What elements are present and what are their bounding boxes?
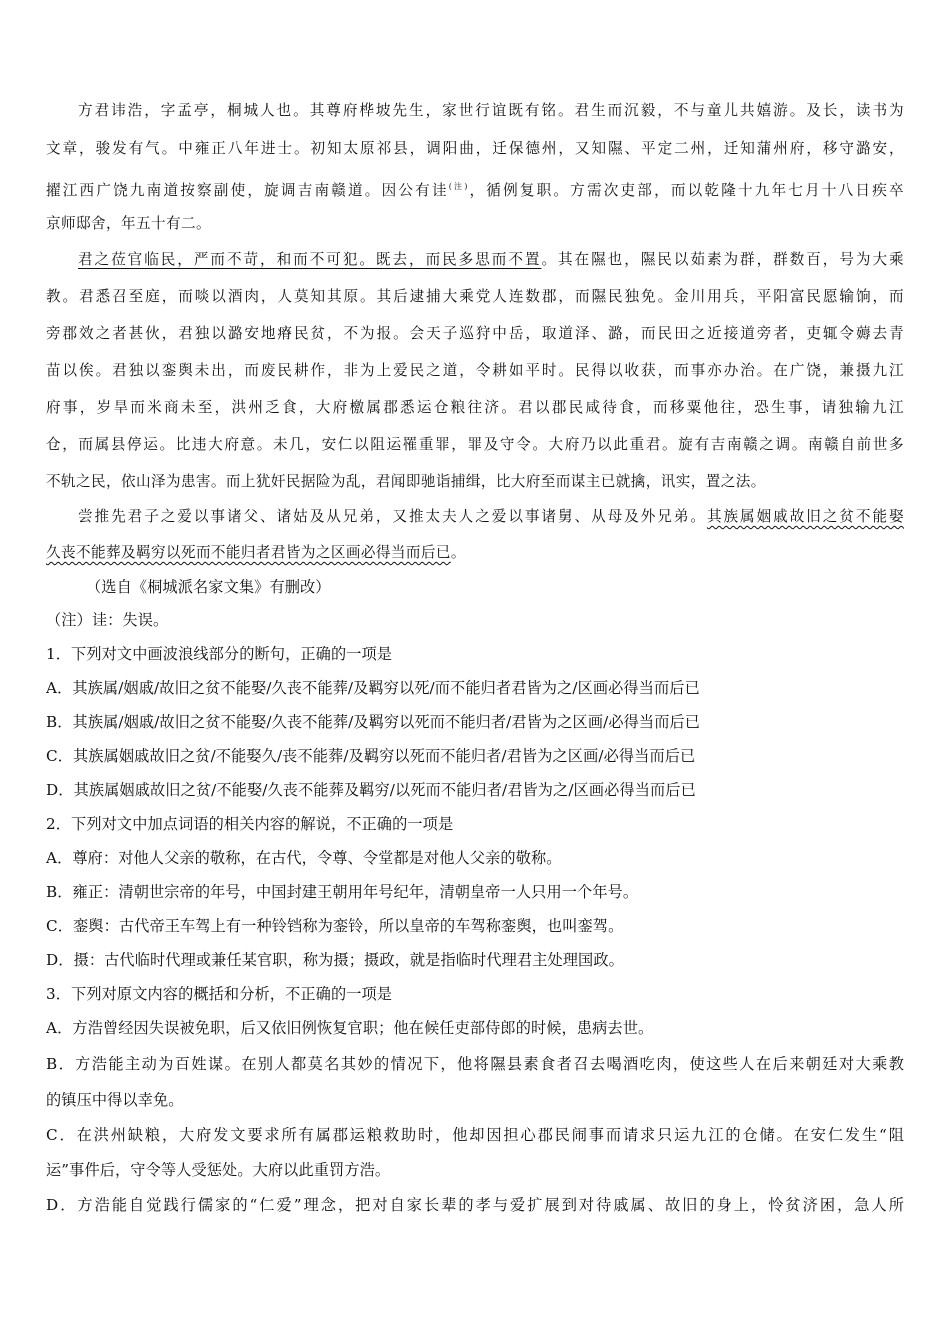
passage-text: ，循例复职。方需次吏部，而以乾隆十九年七月十八日疾卒 (467, 182, 904, 199)
answer-option: C．在洪州缺粮，大府发文要求所有属郡运粮救助时，他却因担心郡民闹事而请求只运九江的仓储。在安仁发生“阻 (46, 1126, 904, 1144)
answer-option-continued: 运”事件后，守令等人受惩处。大府以此重罚方浩。 (46, 1161, 391, 1179)
passage-line: 京师邸舍，年五十有二。 (46, 215, 211, 232)
passage-line: 仓，而属县停运。比违大府意。未几，安仁以阻运罹重罪，罪及守令。大府乃以此重君。旋有吉南赣之调。南赣自前世多 (46, 436, 904, 453)
passage-line: 方君讳浩，字孟亭，桐城人也。其尊府桦坡先生，家世行谊既有铭。君生而沉毅，不与童儿共嬉游。及长，读书为 (78, 102, 904, 119)
answer-option: B．雍正：清朝世宗帝的年号，中国封建王朝用年号纪年，清朝皇帝一人只用一个年号。 (46, 883, 639, 901)
passage-text: 。 (450, 544, 466, 561)
answer-option: D．其族属姻戚故旧之贫/不能娶/久丧不能葬及羁穷/以死而不能归者/君皆为之/区画必得当而后已 (46, 781, 696, 799)
passage-line (78, 500, 904, 534)
question-stem: 2．下列对文中加点词语的相关内容的解说，不正确的一项是 (46, 815, 454, 833)
note-mark: (注) (448, 182, 468, 191)
answer-option: D．摄：古代临时代理或兼任某官职，称为摄；摄政，就是指临时代理君主处理国政。 (46, 951, 624, 969)
answer-option: C．銮舆：古代帝王车驾上有一种铃铛称为銮铃，所以皇帝的车驾称銮舆，也叫銮驾。 (46, 917, 624, 935)
question-stem: 3．下列对原文内容的概括和分析，不正确的一项是 (46, 985, 393, 1003)
answer-option: C．其族属姻戚故旧之贫/不能娶久/丧不能葬/及羁穷以死而不能归者/君皆为之区画/必得当而后已 (46, 747, 696, 765)
passage-text: 。其在隰也，隰民以茹素为群，群数百，号为大乘 (541, 251, 904, 268)
underlined-sentence: 君之莅官临民，严而不苛，和而不可犯。既去，而民多思而不置 (78, 251, 542, 268)
wavy-underlined-text: 久丧不能葬及羁穷以死而不能归者君皆为之区画必得当而后已 (46, 544, 451, 561)
passage-line (78, 243, 904, 277)
passage-line: 府事，岁旱而米商未至，洪州乏食，大府檄属郡悉运仓粮往济。君以郡民咸待食，而移粟他往，恐生事，请独输九江 (46, 399, 904, 416)
answer-option: A．其族属/姻戚/故旧之贫不能娶/久丧不能葬/及羁穷以死/而不能归者君皆为之/区画必得当而后已 (46, 679, 700, 697)
passage-text: 尝推先君子之爱以事诸父、诸姑及从兄弟，又推太夫人之爱以事诸舅、从母及外兄弟。 (78, 508, 707, 525)
answer-option-continued: 的镇压中得以幸免。 (46, 1091, 184, 1109)
passage-line: 苗以俟。君独以銮舆未出，而废民耕作，非为上爱民之道，令耕如平时。民得以收获，而事亦办治。在广饶，兼摄九江 (46, 362, 904, 379)
answer-option: B．其族属/姻戚/故旧之贫不能娶/久丧不能葬/及羁穷以死而不能归者/君皆为之区画/必得当而后已 (46, 713, 701, 731)
passage-line: 文章，骏发有气。中雍正八年进士。初知太原祁县，调阳曲，迁保德州，又知隰、平定二州，迁知蒲州府，移守潞安， (46, 140, 904, 157)
passage-line (46, 170, 904, 204)
question-stem: 1．下列对文中画波浪线部分的断句，正确的一项是 (46, 645, 393, 663)
passage-line: 教。君悉召至庭，而啖以酒肉，人莫知其原。其后逮捕大乘党人连数郡，而隰民独免。金川用兵，平阳富民愿输饷，而 (46, 288, 904, 305)
passage-text: 擢江西广饶九南道按察副使，旋调吉南赣道。因公有诖 (46, 182, 449, 199)
answer-option: D．方浩能自觉践行儒家的“仁爱”理念，把对自家长辈的孝与爱扩展到对待戚属、故旧的身上，怜贫济困，急人所 (46, 1196, 904, 1214)
wavy-underlined-text: 其族属姻戚故旧之贫不能娶 (706, 508, 904, 525)
answer-option: B．方浩能主动为百姓谋。在别人都莫名其妙的情况下，他将隰县素食者召去喝酒吃肉，使这些人在后来朝廷对大乘教 (46, 1055, 904, 1073)
source-citation: （选自《桐城派名家文集》有删改） (86, 578, 331, 596)
answer-option: A．方浩曾经因失误被免职，后又依旧例恢复官职；他在候任吏部侍郎的时候，患病去世。 (46, 1019, 654, 1037)
passage-line (46, 536, 904, 570)
passage-line: 旁郡效之者甚伙，君独以潞安地瘠民贫，不为报。会天子巡狩中岳，取道泽、潞，而民田之近接道旁者，吏辄令薅去青 (46, 325, 904, 342)
passage-line: 不轨之民，依山泽为患害。而上犹奸民据险为乱，君闻即驰诣捕缉，比大府至而谋主已就擒，讯实，置之法。 (46, 473, 766, 490)
footnote: （注）诖：失误。 (46, 611, 169, 629)
answer-option: A．尊府：对他人父亲的敬称，在古代，令尊、令堂都是对他人父亲的敬称。 (46, 849, 562, 867)
